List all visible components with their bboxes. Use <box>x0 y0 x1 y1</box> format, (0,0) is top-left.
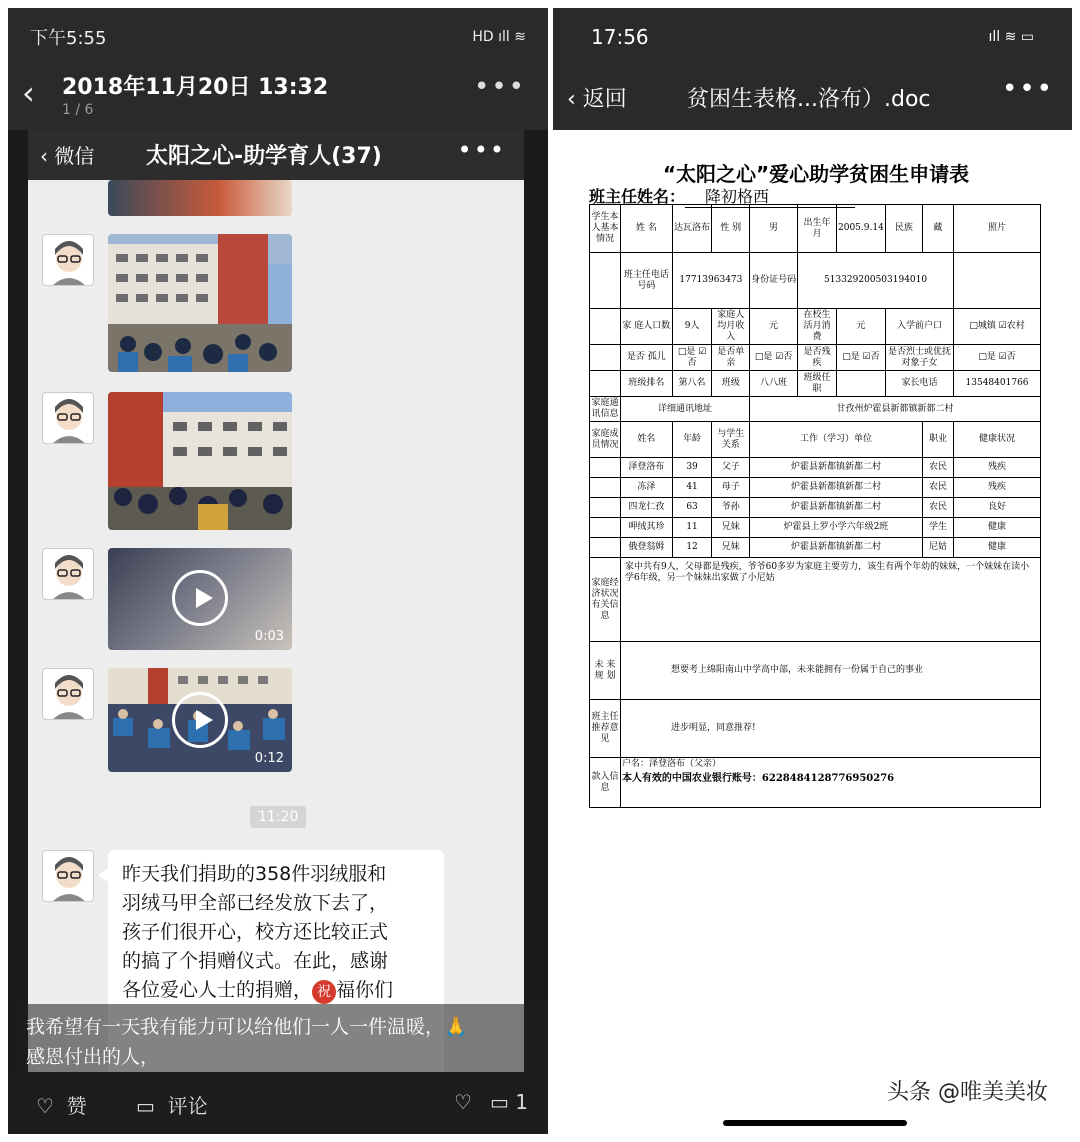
form-cell: 出生年月 <box>798 205 837 253</box>
play-icon[interactable] <box>172 570 228 626</box>
form-cell: 41 <box>672 478 712 498</box>
avatar[interactable] <box>42 548 94 600</box>
message-line: 孩子们很开心，校方还比较正式 <box>122 921 389 943</box>
form-cell: 炉霍县新都镇新都二村 <box>750 458 923 478</box>
plan-label: 未 来规 划 <box>590 642 621 700</box>
table-row <box>590 478 1041 498</box>
form-cell: 班主任电话号码 <box>620 253 672 309</box>
video-duration: 0:03 <box>254 629 284 644</box>
form-cell: 9人 <box>672 309 712 345</box>
status-time: 下午5:55 <box>30 28 107 49</box>
viewer-header <box>8 66 548 130</box>
doc-header <box>553 66 1072 130</box>
video-duration: 0:12 <box>254 751 284 766</box>
form-cell: 兄妹 <box>712 538 750 558</box>
post-caption <box>16 1004 548 1080</box>
plan-text: 想要考上绵阳南山中学高中部，未来能拥有一份属于自己的事业 <box>620 642 1040 700</box>
photo-partial[interactable] <box>108 180 292 216</box>
more-icon[interactable]: ••• <box>473 72 526 102</box>
form-cell: 年龄 <box>672 422 712 458</box>
form-cell: 学生 <box>922 518 953 538</box>
form-cell: 班级任职 <box>798 371 837 397</box>
form-cell: 入学前户口 <box>885 309 953 345</box>
form-cell: 是否 孤儿 <box>620 345 672 371</box>
doc-filename: 贫困生表格...洛布）.doc <box>687 87 931 112</box>
form-cell: 姓 名 <box>620 205 672 253</box>
form-cell: 班级 <box>712 371 750 397</box>
form-cell <box>590 478 621 498</box>
form-cell: 爷孙 <box>712 498 750 518</box>
avatar[interactable] <box>42 668 94 720</box>
teacher-line: 班主任姓名： 降初格西 <box>589 184 1043 204</box>
form-cell <box>590 253 621 309</box>
form-cell: 冻泽 <box>620 478 672 498</box>
form-cell: 详细通讯地址 <box>620 397 749 422</box>
message-line: 的搞了个捐赠仪式。在此，感谢 <box>122 950 389 972</box>
form-cell: 农民 <box>922 458 953 478</box>
form-cell: 家庭人均月收入 <box>712 309 750 345</box>
form-cell: 男 <box>750 205 798 253</box>
heart-icon: ♡ <box>36 1094 54 1118</box>
video-clothes[interactable] <box>108 548 292 650</box>
form-cell: 民族 <box>885 205 922 253</box>
form-cell: □是 ☑否 <box>837 345 886 371</box>
comment-button[interactable]: ▭ 评论 <box>136 1094 208 1118</box>
form-cell: 农民 <box>922 498 953 518</box>
status-icons: HD ıll ≋ <box>472 29 526 45</box>
bank-label: 款入信息 <box>590 758 621 808</box>
form-cell <box>590 458 621 478</box>
time-marker: 11:20 <box>250 806 306 828</box>
group-name: 太阳之心-助学育人(37) <box>146 144 382 169</box>
post-title: 2018年11月20日 13:32 <box>62 75 329 100</box>
photo-cell: 照片 <box>954 205 1041 253</box>
form-cell: 12 <box>672 538 712 558</box>
form-cell: 家庭通讯信息 <box>590 397 621 422</box>
form-cell: 尼姑 <box>922 538 953 558</box>
application-form <box>589 158 1043 808</box>
form-cell: □是 ☑否 <box>750 345 798 371</box>
form-cell: 兄妹 <box>712 518 750 538</box>
photo-school-2[interactable] <box>108 392 292 530</box>
pray-icon: 🙏 <box>444 1016 468 1038</box>
form-cell: 是否单亲 <box>712 345 750 371</box>
form-cell: 健康状况 <box>954 422 1041 458</box>
form-cell: □是 ☑否 <box>954 345 1041 371</box>
form-cell: 元 <box>837 309 886 345</box>
form-cell: 13548401766 <box>954 371 1041 397</box>
form-cell: 泽登洛布 <box>620 458 672 478</box>
play-icon[interactable] <box>172 692 228 748</box>
table-row <box>590 458 1041 478</box>
like-count-icon[interactable]: ♡ <box>454 1090 472 1114</box>
form-cell: 63 <box>672 498 712 518</box>
form-cell: 第八名 <box>672 371 712 397</box>
form-cell: 家 庭人口数 <box>620 309 672 345</box>
form-cell: 家庭成员情况 <box>590 422 621 458</box>
status-icons: ıll ≋ ▭ <box>988 29 1034 45</box>
more-icon[interactable]: ••• <box>1001 74 1054 104</box>
form-cell: 39 <box>672 458 712 478</box>
form-cell: 父子 <box>712 458 750 478</box>
avatar[interactable] <box>42 392 94 444</box>
form-cell: 性 别 <box>712 205 750 253</box>
form-cell: 炉霍县新都镇新都二村 <box>750 478 923 498</box>
form-cell: □城镇 ☑农村 <box>954 309 1041 345</box>
watermark: 头条 @唯美美妆 <box>887 1080 1048 1105</box>
form-cell: 良好 <box>954 498 1041 518</box>
avatar[interactable] <box>42 234 94 286</box>
form-cell <box>590 345 621 371</box>
teacher-name: 降初格西 <box>685 184 855 208</box>
form-cell: 是否残疾 <box>798 345 837 371</box>
chat-back-button[interactable]: ‹ 微信 <box>40 144 95 168</box>
left-phone-screenshot <box>8 8 548 1134</box>
form-cell: 学生本人基本情况 <box>590 205 621 253</box>
form-cell: 呷绒其珍 <box>620 518 672 538</box>
like-button[interactable]: ♡ 赞 <box>36 1094 87 1118</box>
form-cell: 炉霍县新都镇新都二村 <box>750 538 923 558</box>
form-cell: 家长电话 <box>885 371 953 397</box>
form-cell <box>590 498 621 518</box>
form-cell: 母子 <box>712 478 750 498</box>
photo-school-1[interactable] <box>108 234 292 372</box>
econ-text: 家中共有9人，父母都是残疾，爷爷60多岁为家庭主要劳力，该生有两个年幼的妹妹，一个妹妹在读小学6年级，另一个妹妹出家做了小尼姑 <box>620 558 1040 642</box>
rec-text: 进步明显，同意推荐! <box>620 700 1040 758</box>
form-cell: 八八班 <box>750 371 798 397</box>
form-cell: 甘孜州炉霍县新都镇新都二村 <box>750 397 1041 422</box>
form-cell: 2005.9.14 <box>837 205 886 253</box>
table-row <box>590 498 1041 518</box>
table-row <box>590 538 1041 558</box>
form-cell: 工作（学习）单位 <box>750 422 923 458</box>
form-cell <box>590 538 621 558</box>
form-cell: 班级排名 <box>620 371 672 397</box>
form-cell: 健康 <box>954 538 1041 558</box>
form-cell: 炉霍县新都镇新都二村 <box>750 498 923 518</box>
form-cell: 四龙仁孜 <box>620 498 672 518</box>
table-row <box>590 518 1041 538</box>
rec-label: 班主任推荐意见 <box>590 700 621 758</box>
form-cell: 姓名 <box>620 422 672 458</box>
page-index: 1 / 6 <box>62 102 94 118</box>
form-cell: □是 ☑否 <box>672 345 712 371</box>
caption-line: 感恩付出的人， <box>26 1046 160 1068</box>
econ-label: 家庭经济状况有关信息 <box>590 558 621 642</box>
chat-more-icon[interactable]: ••• <box>457 136 506 164</box>
home-indicator[interactable] <box>723 1120 907 1126</box>
form-cell <box>837 371 886 397</box>
form-cell: 残疾 <box>954 478 1041 498</box>
message-line: 各位爱心人士的捐赠， 祝 福你们 <box>122 976 430 1005</box>
right-phone-screenshot <box>553 8 1072 1134</box>
form-cell: 与学生关系 <box>712 422 750 458</box>
status-bar <box>553 8 1072 66</box>
message-line: 昨天我们捐助的358件羽绒服和 <box>122 863 387 885</box>
video-ceremony[interactable] <box>108 668 292 772</box>
avatar[interactable] <box>42 850 94 902</box>
form-cell: 元 <box>750 309 798 345</box>
chat-screenshot <box>28 130 524 1090</box>
form-cell: 是否烈士或优抚对象子女 <box>885 345 953 371</box>
form-cell: 11 <box>672 518 712 538</box>
form-cell: 残疾 <box>954 458 1041 478</box>
form-cell: 健康 <box>954 518 1041 538</box>
form-cell: 农民 <box>922 478 953 498</box>
back-button[interactable]: ‹ 返回 <box>567 87 627 112</box>
form-cell: 身份证号码 <box>750 253 798 309</box>
form-cell <box>590 309 621 345</box>
comment-count[interactable]: ▭ 1 <box>490 1090 528 1114</box>
message-line: 羽绒马甲全部已经发放下去了， <box>122 892 389 914</box>
caption-line: 我希望有一天我有能力可以给他们一人一件温暖，🙏 <box>26 1016 468 1038</box>
status-time: 17:56 <box>591 25 649 49</box>
form-table <box>589 204 1041 808</box>
status-bar <box>8 8 548 66</box>
form-cell <box>954 253 1041 309</box>
form-cell: 在校生活月消费 <box>798 309 837 345</box>
form-cell: 藏 <box>922 205 953 253</box>
zhu-emoji-icon: 祝 <box>312 980 336 1004</box>
bank-info: 户名：泽登洛布（父亲） 本人有效的中国农业银行账号：6228484128776950276 <box>620 758 1040 808</box>
back-arrow-icon[interactable]: ‹ <box>22 74 35 112</box>
form-title: “太阳之心”爱心助学贫困生申请表 <box>662 162 970 186</box>
form-cell: 达瓦洛布 <box>672 205 712 253</box>
comment-icon: ▭ <box>136 1094 155 1118</box>
form-cell <box>590 518 621 538</box>
form-cell: 炉霍县上罗小学六年级2班 <box>750 518 923 538</box>
form-cell <box>590 371 621 397</box>
action-bar <box>8 1072 548 1134</box>
form-cell: 513329200503194010 <box>798 253 954 309</box>
form-cell: 职业 <box>922 422 953 458</box>
form-cell: 俄登翁姆 <box>620 538 672 558</box>
form-cell: 17713963473 <box>672 253 749 309</box>
chat-header <box>28 130 524 180</box>
